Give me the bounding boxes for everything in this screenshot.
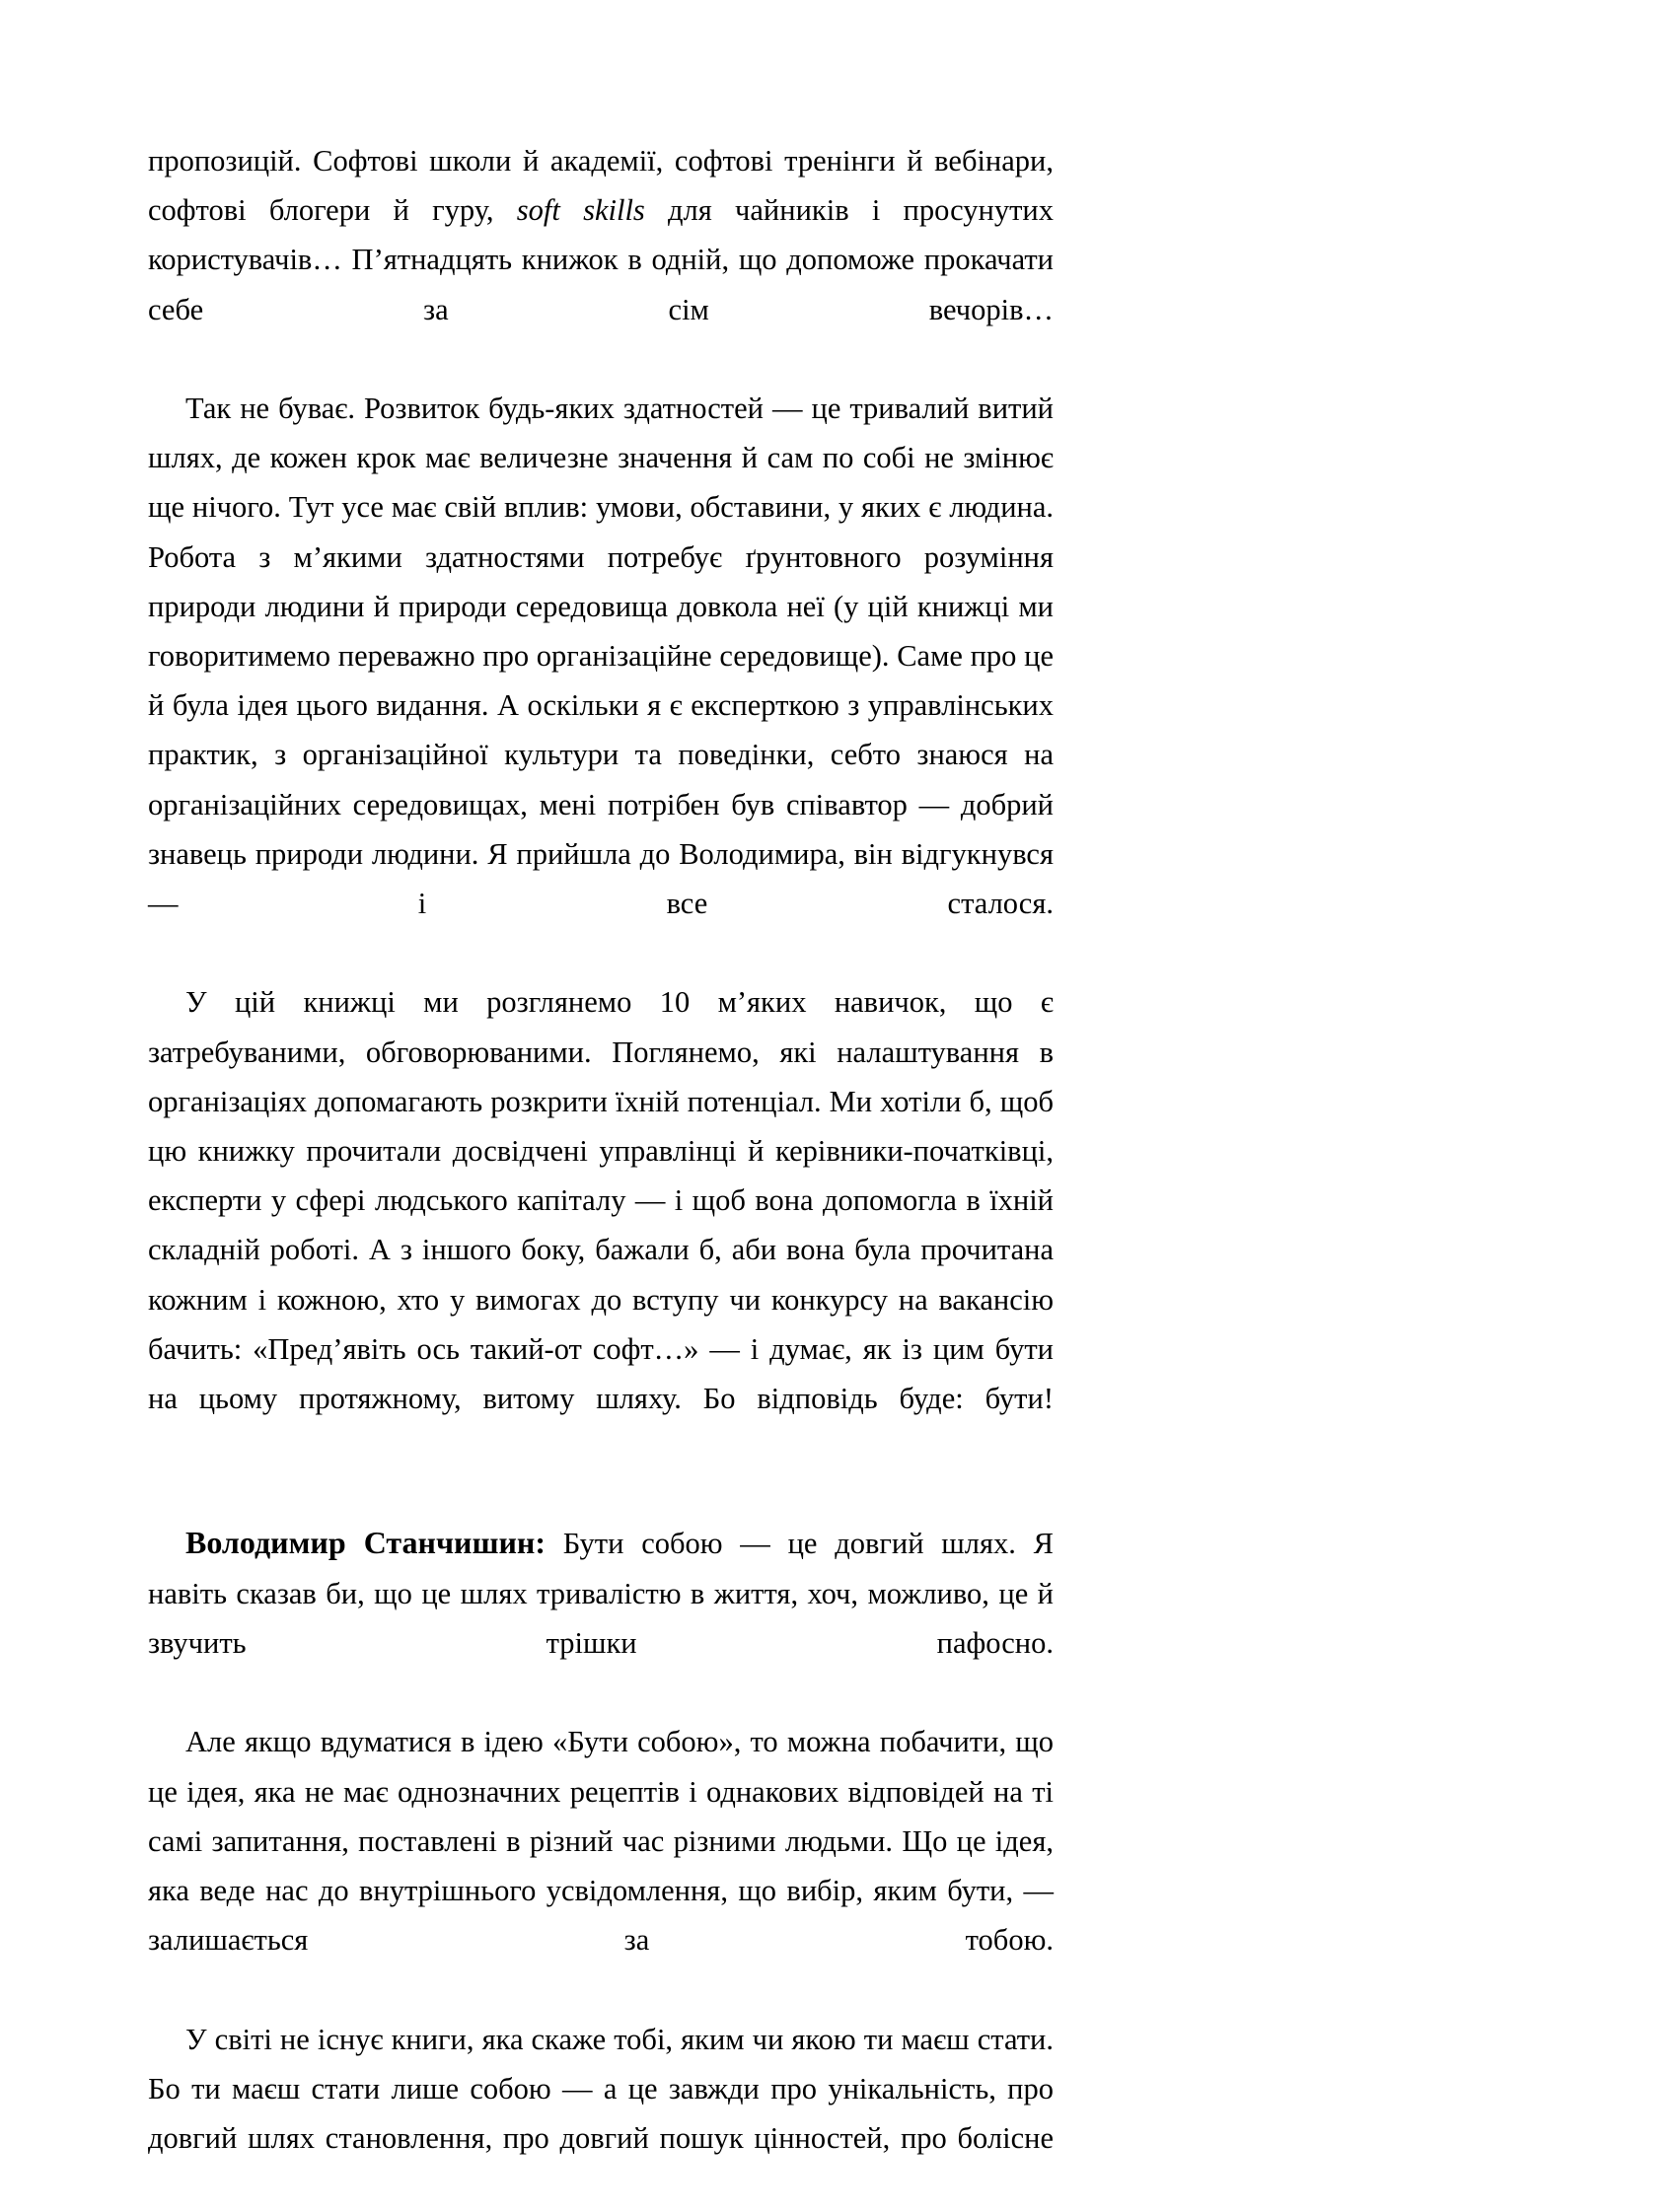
italic-term-soft-skills: soft skills <box>516 193 645 228</box>
paragraph-run-text: для чайників і просунутих користувачів… П’ятнадцять книжок в одній, що допоможе прокачати себе за сім вечорів… <box>148 193 1054 326</box>
paragraph-run-text: У світі не існує книги, яка скаже тобі, яким чи якою ти маєш стати. Бо ти маєш стати лише собою — а це завжди про унікальність, про довгий шлях становлення, про довгий пошук цінностей, про болісне <box>148 2022 1054 2155</box>
paragraph-tak-ne-buvaye <box>148 384 1054 977</box>
paragraph-u-tsiy-knyzhtsi <box>148 977 1054 1472</box>
paragraph-run-text: У цій книжці ми розглянемо 10 м’яких навичок, що є затребуваними, обговорюваними. Поглянемо, які налаштування в організаціях допомагають розкрити їхній потенціал. Ми хотіли б, щоб цю книжку прочитали досвідчені управлінці й керівники-початківці, експерти у сфері людського капіталу — і щоб вона допомогла в їхній складній роботі. А з іншого боку, бажали б, аби вона була прочитана кожним і кожною, хто у вимогах до вступу чи конкурсу на вакансію бачить: «Пред’явіть ось такий-от софт…» — і думає, як із цим бути на цьому протяжному, витому шляху. Бо відповідь буде: бути! <box>148 985 1054 1416</box>
speaker-name-label: Володимир Станчишин: <box>185 1525 547 1561</box>
text-column <box>148 136 1054 2212</box>
paragraph-run-text: Але якщо вдуматися в ідею «Бути собою», то можна побачити, що це ідея, яка не має однозначних рецептів і однакових відповідей на ті самі запитання, поставлені в різний час різними людьми. Що це ідея, яка веде нас до внутрішнього усвідомлення, що вибір, яким бути, — залишається за тобою. <box>148 1725 1054 1958</box>
paragraph-continuation <box>148 136 1054 384</box>
paragraph-u-sviti <box>148 2015 1054 2212</box>
paragraph-run-text: Так не буває. Розвиток будь-яких здатностей — це тривалий витий шлях, де кожен крок має величезне значення й сам по собі не змінює ще нічого. Тут усе має свій вплив: умови, обставини, у яких є людина. Робота з м’якими здатностями потребує ґрунтовного розуміння природи людини й природи середовища довкола неї (у цій книжці ми говоритимемо переважно про організаційне середовище). Саме про це й була ідея цього видання. А оскільки я є експерткою з управлінських практик, з організаційної культури та поведінки, себто знаюся на організаційних середовищах, мені потрібен був співавтор — добрий знавець природи людини. Я прийшла до Володимира, він відгукнувся — і все сталося. <box>148 392 1054 921</box>
paragraph-run-text: Бути собою — це довгий шлях. Я навіть сказав би, що це шлях тривалістю в життя, хоч, можливо, це й звучить трішки пафосно. <box>148 1527 1054 1660</box>
paragraph-speaker-stanchyshyn <box>148 1518 1054 1717</box>
paragraph-ale-yakshcho <box>148 1717 1054 2014</box>
paragraph-run-text: пропозицій. Софтові школи й академії, софтові тренінги й вебінари, софтові блогери й гуру, <box>148 144 1054 228</box>
